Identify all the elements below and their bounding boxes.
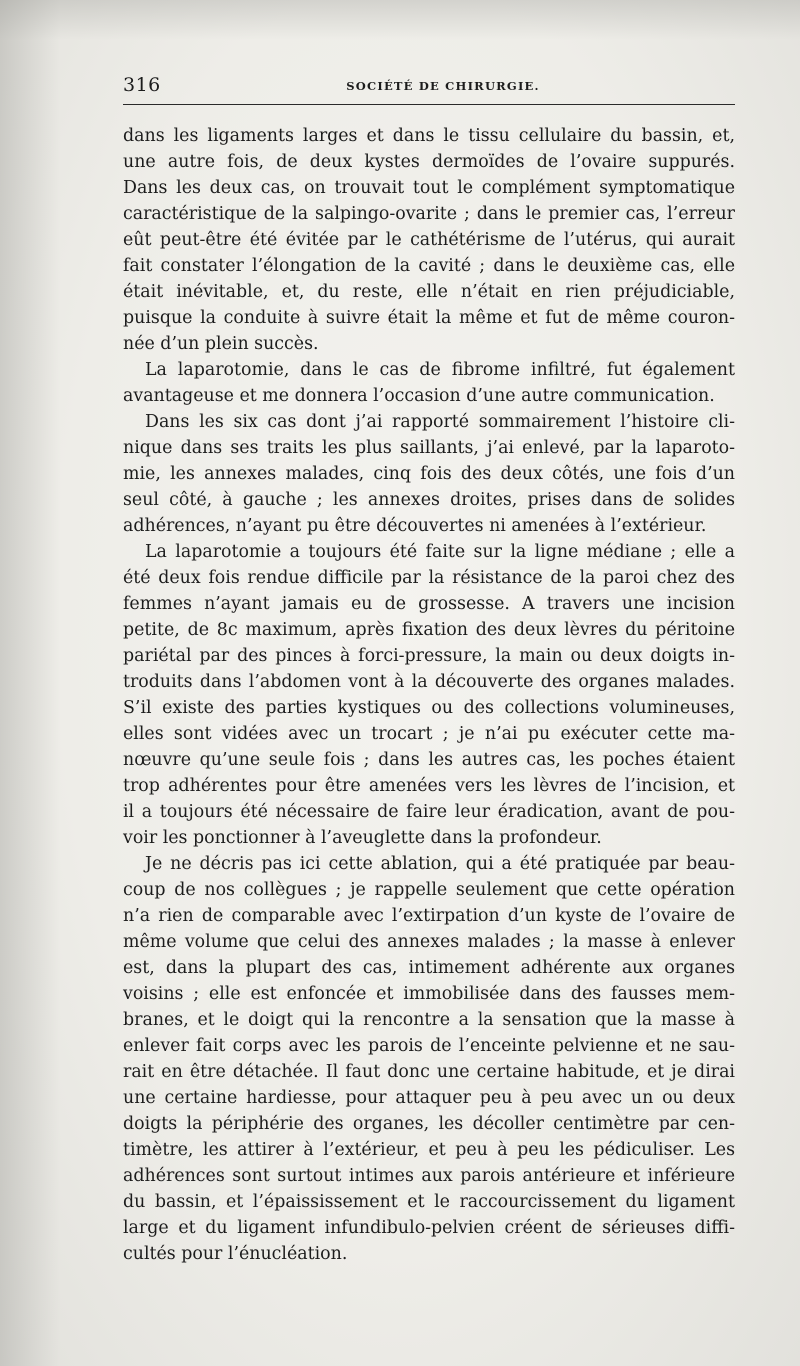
- text-line: trop adhérentes pour être amenées vers les lèvres de l’incision, et: [123, 776, 735, 796]
- text-line: branes, et le doigt qui la rencontre a la sensation que la masse à: [123, 1010, 735, 1030]
- text-line: enlever fait corps avec les parois de l’enceinte pelvienne et ne sau-: [123, 1036, 735, 1056]
- text-line: est, dans la plupart des cas, intimement adhérente aux organes: [123, 958, 735, 978]
- text-line: Je ne décris pas ici cette ablation, qui a été pratiquée par beau-: [145, 854, 735, 874]
- text-line: nœuvre qu’une seule fois ; dans les autres cas, les poches étaient: [123, 750, 735, 770]
- text-line: adhérences sont surtout intimes aux parois antérieure et inférieure: [123, 1166, 735, 1186]
- text-line: mie, les annexes malades, cinq fois des deux côtés, une fois d’un: [123, 464, 735, 484]
- text-line: La laparotomie a toujours été faite sur la ligne médiane ; elle a: [145, 542, 735, 562]
- text-line: était inévitable, et, du reste, elle n’était en rien préjudiciable,: [123, 282, 735, 302]
- running-head: SOCIÉTÉ DE CHIRURGIE.: [346, 79, 540, 93]
- paragraph-1: [123, 123, 735, 357]
- text-line: large et du ligament infundibulo-pelvien créent de sérieuses diffi-: [123, 1218, 735, 1238]
- text-line: fait constater l’élongation de la cavité ; dans le deuxième cas, elle: [123, 256, 735, 276]
- text-line: pariétal par des pinces à forci-pressure, la main ou deux doigts in-: [123, 646, 735, 666]
- text-line: femmes n’ayant jamais eu de grossesse. A travers une incision: [123, 594, 735, 614]
- text-line: coup de nos collègues ; je rappelle seulement que cette opération: [123, 880, 735, 900]
- paragraph-5: [123, 851, 735, 1267]
- text-line: même volume que celui des annexes malades ; la masse à enlever: [123, 932, 735, 952]
- text-line: seul côté, à gauche ; les annexes droites, prises dans de solides: [123, 490, 735, 510]
- page-shadow-left: [0, 0, 60, 1366]
- text-line: avantageuse et me donnera l’occasion d’une autre communication.: [123, 386, 715, 406]
- paragraph-3: [123, 409, 735, 539]
- text-line: une autre fois, de deux kystes dermoïdes de l’ovaire suppurés.: [123, 152, 735, 172]
- text-line: dans les ligaments larges et dans le tissu cellulaire du bassin, et,: [123, 126, 735, 146]
- text-line: puisque la conduite à suivre était la même et fut de même couron-: [123, 308, 735, 328]
- text-line: S’il existe des parties kystiques ou des collections volumineuses,: [123, 698, 735, 718]
- text-line: nique dans ses traits les plus saillants, j’ai enlevé, par la laparoto-: [123, 438, 735, 458]
- text-line: n’a rien de comparable avec l’extirpation d’un kyste de l’ovaire de: [123, 906, 735, 926]
- text-line: une certaine hardiesse, pour attaquer peu à peu avec un ou deux: [123, 1088, 735, 1108]
- text-line: La laparotomie, dans le cas de fibrome infiltré, fut également: [145, 360, 735, 380]
- text-line: caractéristique de la salpingo-ovarite ; dans le premier cas, l’erreur: [123, 204, 735, 224]
- text-line: eût peut-être été évitée par le cathétérisme de l’utérus, qui aurait: [123, 230, 735, 250]
- text-line: petite, de 8c maximum, après fixation des deux lèvres du péritoine: [123, 620, 735, 640]
- text-line: cultés pour l’énucléation.: [123, 1244, 348, 1264]
- header-rule: [123, 104, 735, 105]
- paragraph-2: [123, 357, 735, 409]
- text-line: du bassin, et l’épaississement et le raccourcissement du ligament: [123, 1192, 735, 1212]
- text-line: Dans les six cas dont j’ai rapporté sommairement l’histoire cli-: [145, 412, 735, 432]
- text-line: rait en être détachée. Il faut donc une certaine habitude, et je dirai: [123, 1062, 735, 1082]
- paragraph-4: [123, 539, 735, 851]
- text-line: doigts la périphérie des organes, les décoller centimètre par cen-: [123, 1114, 735, 1134]
- text-line: été deux fois rendue difficile par la résistance de la paroi chez des: [123, 568, 735, 588]
- text-line: voir les ponctionner à l’aveuglette dans la profondeur.: [123, 828, 602, 848]
- text-line: adhérences, n’ayant pu être découvertes ni amenées à l’extérieur.: [123, 516, 707, 536]
- text-line: il a toujours été nécessaire de faire leur éradication, avant de pou-: [123, 802, 735, 822]
- page-header: [123, 74, 735, 102]
- page-shadow-top: [0, 0, 800, 40]
- body-text: [123, 123, 735, 1267]
- text-line: elles sont vidées avec un trocart ; je n’ai pu exécuter cette ma-: [123, 724, 735, 744]
- text-line: troduits dans l’abdomen vont à la découverte des organes malades.: [123, 672, 735, 692]
- text-line: Dans les deux cas, on trouvait tout le complément symptomatique: [123, 178, 735, 198]
- text-line: voisins ; elle est enfoncée et immobilisée dans des fausses mem-: [123, 984, 735, 1004]
- text-line: née d’un plein succès.: [123, 334, 319, 354]
- page-number: 316: [123, 74, 161, 96]
- text-line: timètre, les attirer à l’extérieur, et peu à peu les pédiculiser. Les: [123, 1140, 735, 1160]
